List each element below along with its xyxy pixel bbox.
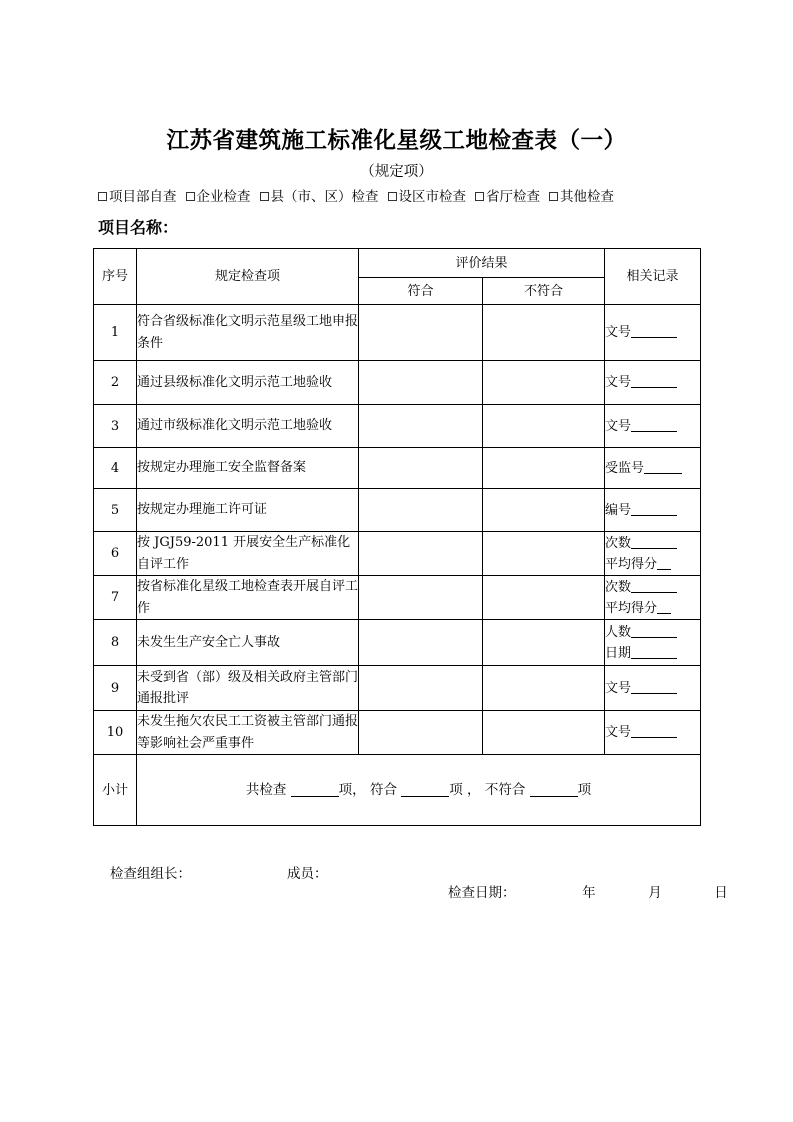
row-number: 5 (94, 489, 137, 532)
page-subtitle: （规定项） (360, 164, 433, 180)
page-title: 江苏省建筑施工标准化星级工地检查表（一） (166, 128, 627, 153)
subtotal-text: 共检查 (245, 781, 287, 798)
subtotal-summary[interactable] (137, 755, 701, 826)
record-line-label: 次数 (605, 535, 632, 551)
row-inspection-item: 按规定办理施工安全监督备案 (137, 448, 359, 489)
record-line-blank[interactable] (631, 624, 677, 638)
record-line (605, 678, 700, 699)
scope-option-4[interactable] (475, 189, 540, 205)
header-record: 相关记录 (605, 249, 701, 305)
record-line-label: 平均得分 (605, 600, 658, 616)
row-inspection-item: 通过市级标准化文明示范工地验收 (137, 405, 359, 448)
checkbox-icon[interactable] (549, 192, 558, 201)
row-nonconform-cell[interactable] (483, 489, 605, 532)
checkbox-icon[interactable] (260, 192, 269, 201)
record-line (605, 577, 700, 598)
record-line (605, 598, 700, 619)
row-conform-cell[interactable] (359, 361, 483, 405)
row-conform-cell[interactable] (359, 448, 483, 489)
row-inspection-item: 未受到省（部）级及相关政府主管部门通报批评 (137, 666, 359, 711)
row-inspection-item: 按规定办理施工许可证 (137, 489, 359, 532)
row-nonconform-cell[interactable] (483, 666, 605, 711)
record-line-label: 文号 (605, 680, 632, 696)
subtotal-blank[interactable] (291, 782, 339, 797)
scope-option-label: 其他检查 (560, 189, 614, 205)
row-number: 8 (94, 620, 137, 666)
date-day-unit: 日 (714, 885, 728, 901)
header-eval-group: 评价结果 (359, 249, 605, 278)
row-nonconform-cell[interactable] (483, 576, 605, 620)
row-conform-cell[interactable] (359, 576, 483, 620)
inspection-table (93, 248, 701, 826)
table-row (94, 361, 701, 405)
row-nonconform-cell[interactable] (483, 711, 605, 755)
inspection-scope-checkbox-row (98, 187, 758, 207)
subtotal-text: 项 ， (449, 781, 481, 798)
row-inspection-item: 未发生拖欠农民工工资被主管部门通报等影响社会严重事件 (137, 711, 359, 755)
row-nonconform-cell[interactable] (483, 532, 605, 576)
subtotal-text: 不符合 (484, 781, 526, 798)
row-number: 6 (94, 532, 137, 576)
row-conform-cell[interactable] (359, 532, 483, 576)
record-line-blank[interactable] (631, 374, 677, 388)
header-item: 规定检查项 (137, 249, 359, 305)
row-nonconform-cell[interactable] (483, 405, 605, 448)
header-conform: 符合 (359, 278, 483, 305)
inspection-team-leader-label: 检查组组长： (110, 866, 191, 882)
inspection-team-members-field (287, 862, 328, 882)
record-line (605, 722, 700, 743)
row-number: 10 (94, 711, 137, 755)
checkbox-icon[interactable] (388, 192, 397, 201)
row-inspection-item: 按省标准化星级工地检查表开展自评工作 (137, 576, 359, 620)
record-line (605, 322, 700, 343)
date-year-unit: 年 (582, 885, 596, 901)
record-line (605, 643, 700, 664)
row-record-cell[interactable] (605, 576, 701, 620)
scope-option-label: 县（市、区）检查 (270, 189, 379, 205)
subtotal-blank[interactable] (530, 782, 578, 797)
row-number: 1 (94, 305, 137, 361)
row-inspection-item: 未发生生产安全亡人事故 (137, 620, 359, 666)
row-conform-cell[interactable] (359, 666, 483, 711)
row-record-cell[interactable] (605, 666, 701, 711)
scope-option-1[interactable] (186, 189, 251, 205)
record-line-blank[interactable] (631, 535, 677, 549)
subtotal-text: 项 (577, 781, 592, 798)
row-inspection-item: 通过县级标准化文明示范工地验收 (137, 361, 359, 405)
record-line-blank[interactable] (631, 680, 677, 694)
scope-option-label: 设区市检查 (398, 189, 466, 205)
record-line-blank[interactable] (644, 460, 682, 474)
scope-option-0[interactable] (98, 189, 177, 205)
row-conform-cell[interactable] (359, 305, 483, 361)
record-line (605, 500, 700, 521)
checkbox-icon[interactable] (98, 192, 107, 201)
table-row (94, 620, 701, 666)
record-line-blank[interactable] (657, 600, 671, 614)
subtotal-blank[interactable] (401, 782, 449, 797)
record-line-label: 文号 (605, 325, 632, 340)
checkbox-icon[interactable] (186, 192, 195, 201)
row-record-cell[interactable] (605, 405, 701, 448)
table-row (94, 576, 701, 620)
subtotal-label: 小计 (94, 755, 137, 826)
record-line-blank[interactable] (631, 645, 677, 659)
row-conform-cell[interactable] (359, 489, 483, 532)
record-line-blank[interactable] (631, 418, 677, 432)
table-header-row-1 (94, 249, 701, 278)
row-record-cell[interactable] (605, 361, 701, 405)
record-line-label: 次数 (605, 579, 632, 595)
record-line-label: 文号 (605, 375, 632, 390)
row-conform-cell[interactable] (359, 405, 483, 448)
row-number: 9 (94, 666, 137, 711)
row-nonconform-cell[interactable] (483, 361, 605, 405)
row-number: 3 (94, 405, 137, 448)
scope-option-label: 企业检查 (196, 189, 251, 205)
scope-option-label: 项目部自查 (109, 189, 177, 205)
date-month-unit: 月 (648, 885, 662, 901)
record-line (605, 372, 700, 393)
header-nonconform: 不符合 (483, 278, 605, 305)
subtotal-text: 符合 (369, 781, 397, 798)
header-no: 序号 (94, 249, 137, 305)
row-number: 7 (94, 576, 137, 620)
scope-option-2[interactable] (260, 189, 379, 205)
record-line-blank[interactable] (631, 324, 677, 338)
subtotal-row (94, 755, 701, 826)
row-record-cell[interactable] (605, 489, 701, 532)
record-line-label: 日期 (605, 645, 632, 661)
inspection-team-members-label: 成员： (287, 866, 328, 882)
table-row (94, 711, 701, 755)
scope-option-label: 省厅检查 (486, 189, 540, 205)
record-line-blank[interactable] (631, 502, 677, 516)
row-record-cell[interactable] (605, 532, 701, 576)
project-name-label: 项目名称： (98, 220, 179, 237)
table-row (94, 666, 701, 711)
record-line-label: 平均得分 (605, 556, 658, 572)
row-record-cell[interactable] (605, 711, 701, 755)
table-row (94, 305, 701, 361)
record-line-label: 受监号 (605, 460, 645, 476)
checkbox-icon[interactable] (475, 192, 484, 201)
table-row (94, 532, 701, 576)
record-line (605, 533, 700, 554)
row-inspection-item: 按 JGJ59-2011 开展安全生产标准化自评工作 (137, 532, 359, 576)
row-nonconform-cell[interactable] (483, 620, 605, 666)
record-line (605, 416, 700, 437)
record-line (605, 458, 700, 479)
inspection-team-leader-field (110, 862, 191, 882)
scope-option-5[interactable] (549, 189, 614, 205)
record-line-label: 人数 (605, 624, 632, 640)
row-number: 2 (94, 361, 137, 405)
row-conform-cell[interactable] (359, 711, 483, 755)
record-line-blank[interactable] (631, 579, 677, 593)
record-line-blank[interactable] (631, 724, 677, 738)
row-record-cell[interactable] (605, 448, 701, 489)
subtotal-text: 项， (338, 781, 366, 798)
record-line (605, 622, 700, 643)
row-inspection-item: 符合省级标准化文明示范星级工地申报条件 (137, 305, 359, 361)
row-conform-cell[interactable] (359, 620, 483, 666)
record-line-label: 文号 (605, 725, 632, 740)
scope-option-3[interactable] (388, 189, 467, 205)
row-nonconform-cell[interactable] (483, 448, 605, 489)
inspection-date-label: 检查日期： (448, 885, 516, 901)
row-number: 4 (94, 448, 137, 489)
row-record-cell[interactable] (605, 305, 701, 361)
row-record-cell[interactable] (605, 620, 701, 666)
record-line-blank[interactable] (657, 556, 671, 570)
inspection-date-field (448, 881, 728, 901)
row-nonconform-cell[interactable] (483, 305, 605, 361)
table-row (94, 448, 701, 489)
table-row (94, 489, 701, 532)
record-line (605, 554, 700, 575)
record-line-label: 编号 (605, 502, 632, 518)
table-row (94, 405, 701, 448)
record-line-label: 文号 (605, 418, 632, 434)
